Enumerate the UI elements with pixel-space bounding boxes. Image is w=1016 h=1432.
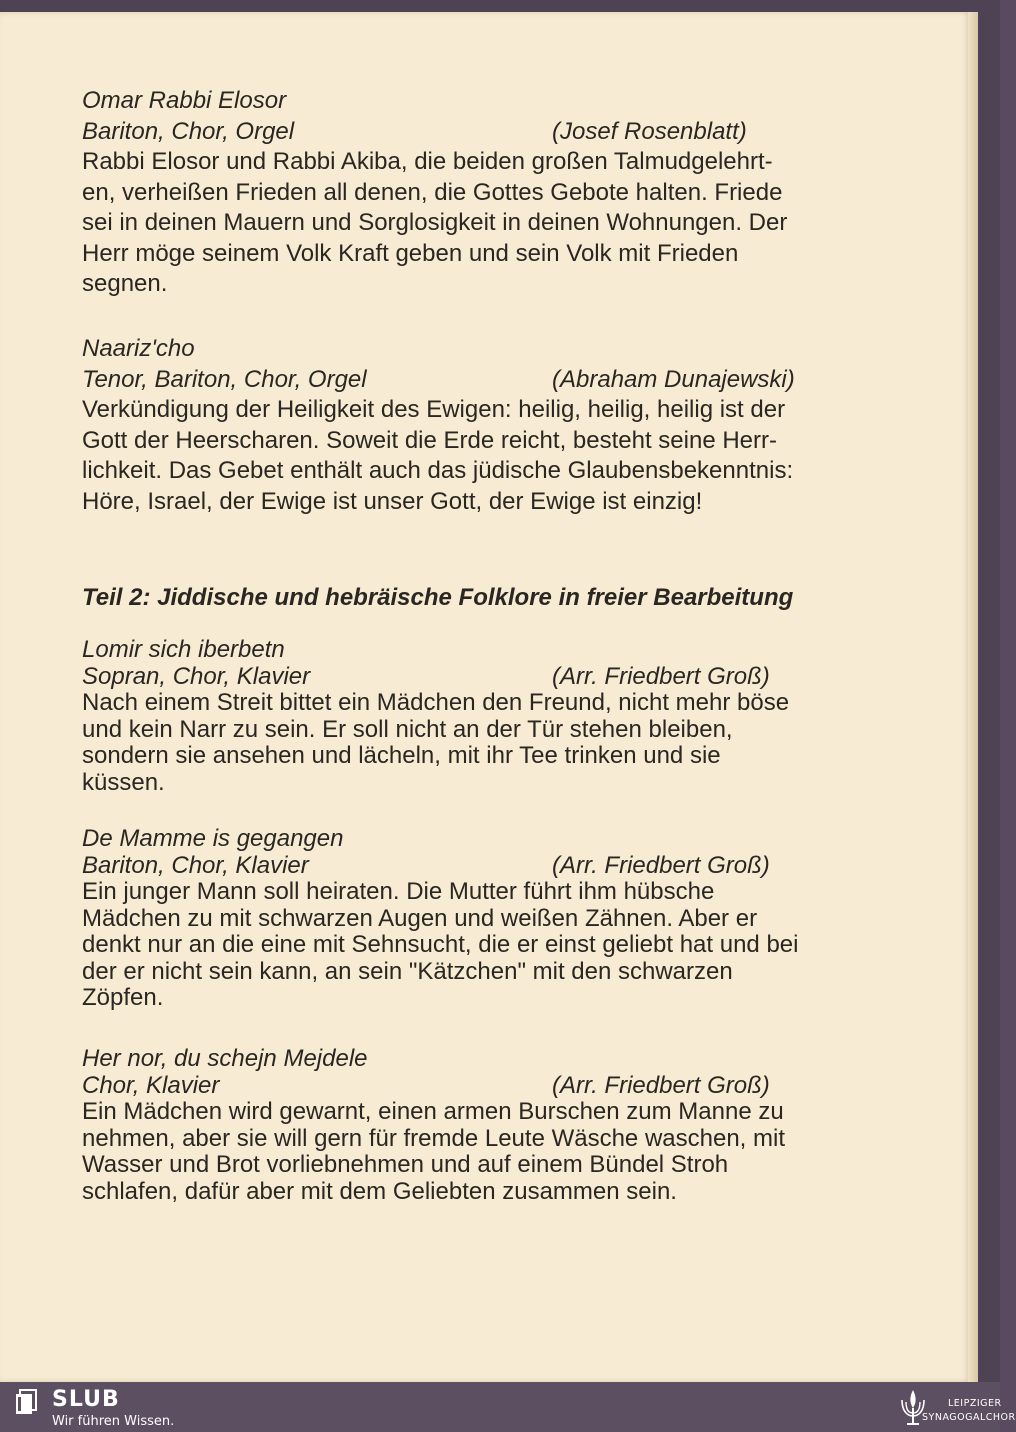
desc-line: denkt nur an die eine mit Sehnsucht, die er einst geliebt hat und bei [82,931,799,958]
desc-line: nehmen, aber sie will gern für fremde Leute Wäsche waschen, mit [82,1124,785,1152]
piece-title: Her nor, du schejn Mejdele [82,1045,368,1072]
piece-description [82,879,902,1012]
piece-title: Naariz'cho [82,335,195,362]
desc-line: schlafen, dafür aber mit dem Geliebten zusammen sein. [82,1177,677,1205]
piece-title: Omar Rabbi Elosor [82,87,287,114]
piece-meta [82,853,902,880]
library-name: SLUB [52,1387,120,1412]
piece-voices: Chor, Klavier [82,1071,220,1099]
program-entry [82,826,902,1012]
choir-name-line2: SYNAGOGALCHOR [922,1412,1016,1423]
piece-composer: (Abraham Dunajewski) [552,365,795,393]
piece-voices: Bariton, Chor, Orgel [82,117,295,145]
piece-description [82,395,882,517]
piece-description [82,1099,902,1205]
desc-line: Höre, Israel, der Ewige ist unser Gott, der Ewige ist einzig! [82,487,703,515]
program-entry [82,86,882,300]
piece-voices: Tenor, Bariton, Chor, Orgel [82,365,367,393]
desc-line: Mädchen zu mit schwarzen Augen und weißen Zähnen. Aber er [82,904,758,932]
choir-name-line1: LEIPZIGER [948,1398,1002,1409]
desc-line: Ein Mädchen wird gewarnt, einen armen Burschen zum Manne zu [82,1098,784,1125]
piece-description [82,147,882,300]
page-edge [968,12,978,1382]
desc-line: Zöpfen. [82,984,164,1011]
piece-composer: (Josef Rosenblatt) [552,117,747,145]
piece-meta [82,664,902,691]
desc-line: küssen. [82,768,165,796]
desc-line: sei in deinen Mauern und Sorglosigkeit in deinen Wohnungen. Der [82,209,788,236]
section-heading: Teil 2: Jiddische und hebräische Folklore in freier Bearbeitung [82,584,794,611]
desc-line: Rabbi Elosor und Rabbi Akiba, die beiden großen Talmudgelehrt- [82,148,773,175]
desc-line: Wasser und Brot vorliebnehmen und auf einem Bündel Stroh [82,1151,729,1178]
library-tagline: Wir führen Wissen. [52,1414,175,1429]
program-entry [82,334,882,517]
piece-meta [82,117,882,148]
piece-title: De Mamme is gegangen [82,825,344,852]
piece-composer: (Arr. Friedbert Groß) [552,1071,770,1099]
desc-line: lichkeit. Das Gebet enthält auch das jüdische Glaubensbekenntnis: [82,457,794,484]
desc-line: en, verheißen Frieden all denen, die Gottes Gebote halten. Friede [82,178,783,206]
desc-line: Herr möge seinem Volk Kraft geben und sein Volk mit Frieden [82,239,739,267]
desc-line: der er nicht sein kann, an sein "Kätzchen" mit den schwarzen [82,957,733,985]
piece-composer: (Arr. Friedbert Groß) [552,662,770,690]
desc-line: und kein Narr zu sein. Er soll nicht an der Tür stehen bleiben, [82,715,733,743]
piece-meta [82,1073,902,1100]
slub-book-icon [14,1388,40,1416]
piece-meta [82,365,882,396]
desc-line: Gott der Heerscharen. Soweit die Erde reicht, besteht seine Herr- [82,426,777,454]
desc-line: segnen. [82,270,168,297]
desc-line: sondern sie ansehen und lächeln, mit ihr Tee trinken und sie [82,742,721,769]
viewer-footer [0,1382,1016,1432]
piece-description [82,690,902,796]
desc-line: Verkündigung der Heiligkeit des Ewigen: heilig, heilig, heilig ist der [82,396,786,423]
piece-composer: (Arr. Friedbert Groß) [552,851,770,879]
program-entry [82,1046,902,1205]
program-entry [82,637,902,796]
piece-voices: Bariton, Chor, Klavier [82,851,309,879]
desc-line: Ein junger Mann soll heiraten. Die Mutter führt ihm hübsche [82,878,715,905]
piece-voices: Sopran, Chor, Klavier [82,662,311,690]
piece-title: Lomir sich iberbetn [82,636,285,663]
desc-line: Nach einem Streit bittet ein Mädchen den Freund, nicht mehr böse [82,689,790,716]
